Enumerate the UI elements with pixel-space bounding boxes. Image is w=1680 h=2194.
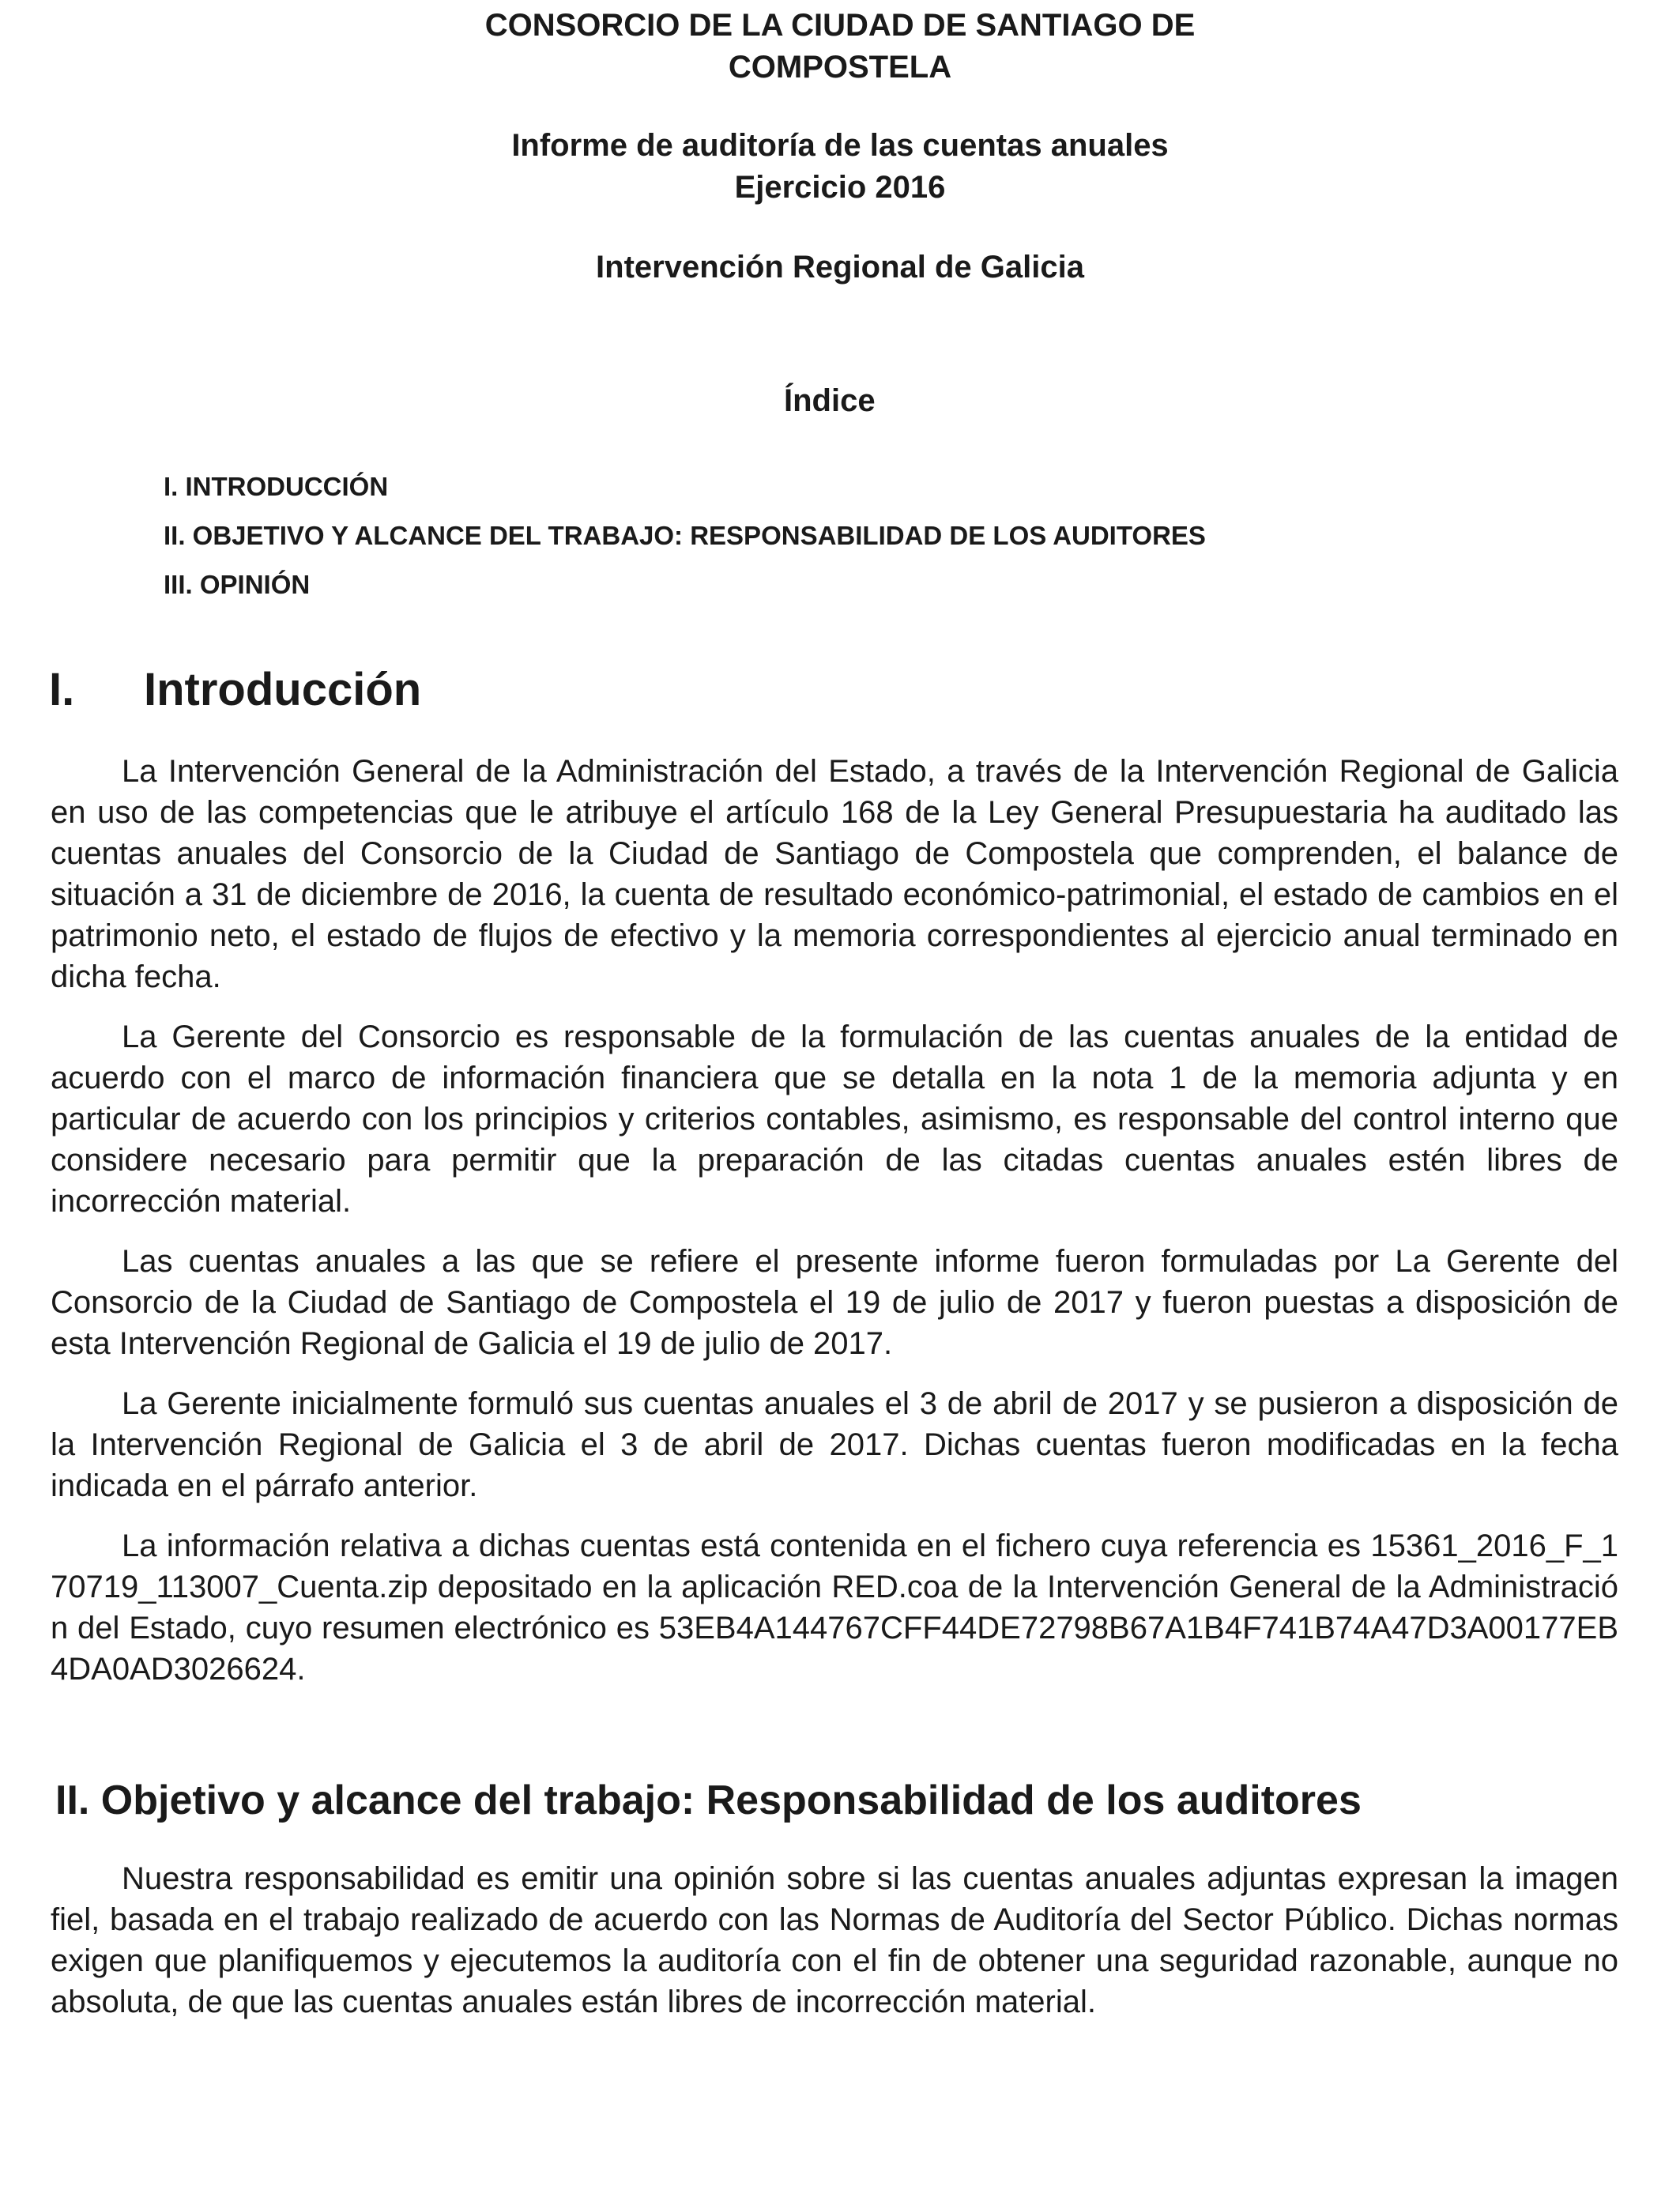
index-title: Índice: [784, 383, 876, 418]
report-title: Informe de auditoría de las cuentas anuales: [511, 128, 1169, 163]
table-of-contents: [164, 462, 1206, 609]
paragraph: Las cuentas anuales a las que se refiere el presente informe fueron formuladas por La Gerente del Consorcio de la Ciudad de Santiago de Compostela el 19 de julio de 2017 y fueron puestas a disposición de esta Intervención Regional de Galicia el 19 de julio de 2017.: [51, 1244, 1618, 1361]
paragraph: La Gerente del Consorcio es responsable de la formulación de las cuentas anuales de la entidad de acuerdo con el marco de información financiera que se detalla en la nota 1 de la memoria adjunta y en particular de acuerdo con los principios y criterios contables, asimismo, es responsable del control interno que considere necesario para permitir que la preparación de las citadas cuentas anuales estén libres de incorrección material.: [51, 1020, 1618, 1219]
toc-item-introduccion: I. INTRODUCCIÓN: [164, 472, 389, 501]
issuing-office: Intervención Regional de Galicia: [596, 250, 1084, 285]
paragraph: La información relativa a dichas cuentas está contenida en el fichero cuya referencia es 15361_2016_F_170719_113007_Cuenta.zip depositado en la aplicación RED.coa de la Intervención General de la Administración del Estado, cuyo resumen electrónico es 53EB4A144767CFF44DE72798B67A1B4F741B74A47D3A00177EB4DA0AD3026624.: [51, 1529, 1618, 1687]
report-title-block: [0, 125, 1680, 209]
section-2-body: [51, 1858, 1618, 2041]
section-2-heading: II. Objetivo y alcance del trabajo: Responsabilidad de los auditores: [55, 1777, 1362, 1823]
section-1-heading: [49, 662, 421, 718]
paragraph: La Intervención General de la Administración del Estado, a través de la Intervención Regional de Galicia en uso de las competencias que le atribuye el artículo 168 de la Ley General Presupuestaria ha auditado las cuentas anuales del Consorcio de la Ciudad de Santiago de Compostela que comprenden, el balance de situación a 31 de diciembre de 2016, la cuenta de resultado económico-patrimonial, el estado de cambios en el patrimonio neto, el estado de flujos de efectivo y la memoria correspondientes al ejercicio anual terminado en dicha fecha.: [51, 754, 1618, 994]
paragraph: Nuestra responsabilidad es emitir una opinión sobre si las cuentas anuales adjuntas expresan la imagen fiel, basada en el trabajo realizado de acuerdo con las Normas de Auditoría del Sector Público. Dichas normas exigen que planifiquemos y ejecutemos la auditoría con el fin de obtener una seguridad razonable, aunque no absoluta, de que las cuentas anuales están libres de incorrección material.: [51, 1861, 1618, 2019]
section-1-number: I.: [49, 664, 75, 715]
organization-title-line-2: COMPOSTELA: [728, 50, 952, 85]
organization-title: [0, 5, 1680, 89]
organization-title-line-1: CONSORCIO DE LA CIUDAD DE SANTIAGO DE: [484, 8, 1196, 43]
section-1-body: [51, 751, 1618, 1709]
toc-item-opinion: III. OPINIÓN: [164, 570, 311, 599]
section-1-title: Introducción: [144, 664, 422, 715]
toc-item-objetivo: II. OBJETIVO Y ALCANCE DEL TRABAJO: RESPONSABILIDAD DE LOS AUDITORES: [164, 521, 1206, 550]
fiscal-year: Ejercicio 2016: [734, 170, 946, 205]
paragraph: La Gerente inicialmente formuló sus cuentas anuales el 3 de abril de 2017 y se pusieron a disposición de la Intervención Regional de Galicia el 3 de abril de 2017. Dichas cuentas fueron modificadas en la fecha indicada en el párrafo anterior.: [51, 1386, 1618, 1503]
